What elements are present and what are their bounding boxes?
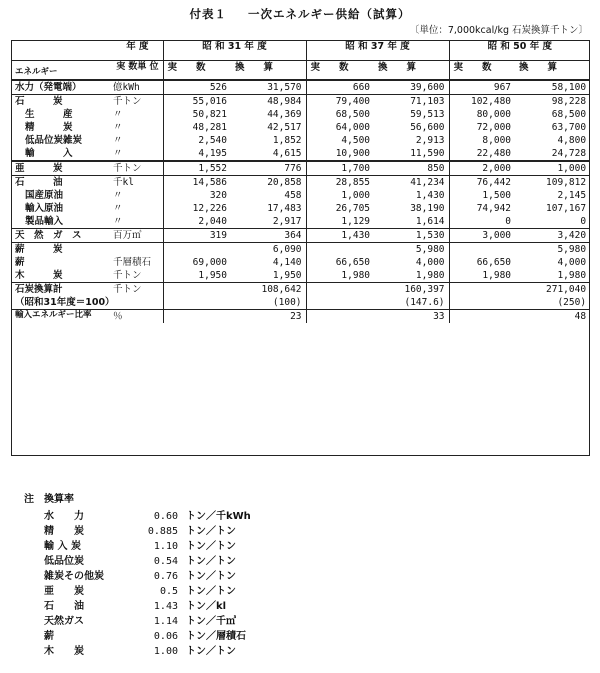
row-unit <box>107 296 163 310</box>
row-value: 69,000 <box>192 257 227 268</box>
row-value: 59,513 <box>374 108 449 121</box>
row-value: 38,190 <box>374 202 449 215</box>
note-unit: トン／トン <box>186 541 236 552</box>
sub-conv-1: 換 算 <box>231 61 306 81</box>
row-unit: 千トン <box>107 95 163 109</box>
row-unit: 百万㎥ <box>107 229 163 243</box>
row-value: 458 <box>231 189 306 202</box>
list-item <box>24 614 251 629</box>
note-rate: 1.43 <box>153 601 178 612</box>
row-value <box>163 296 231 310</box>
row-value: 1,950 <box>231 269 306 283</box>
row-value: 48,984 <box>231 95 306 109</box>
row-value: 55,016 <box>163 95 231 109</box>
row-value: 1,129 <box>341 216 371 227</box>
note-unit: トン／層積石 <box>186 631 246 642</box>
row-label: 輸入エネルギー比率 <box>11 310 107 324</box>
row-value: 66,650 <box>476 257 512 268</box>
table-row <box>11 161 590 176</box>
row-value: 11,590 <box>374 147 449 161</box>
conversion-rate-list <box>24 509 251 659</box>
row-label: 輸入原油 <box>25 203 64 214</box>
table-row <box>11 296 590 310</box>
row-value: 3,420 <box>515 229 590 243</box>
row-value: 68,500 <box>335 109 371 120</box>
row-unit: 〃 <box>107 134 163 147</box>
row-unit: 千トン <box>107 269 163 283</box>
row-value: 1,950 <box>198 270 227 281</box>
row-value: 1,980 <box>341 270 371 281</box>
table-row <box>11 229 590 243</box>
row-value: 776 <box>231 161 306 176</box>
row-value: 0 <box>580 216 587 227</box>
row-value: 108,642 <box>231 283 306 297</box>
note-unit: トン／千㎥ <box>186 616 236 627</box>
row-label: 薪 <box>15 257 25 268</box>
note-name: 木 炭 <box>44 646 84 657</box>
row-value <box>163 283 231 297</box>
row-unit: 千トン <box>107 161 163 176</box>
note-rate: 0.54 <box>153 556 178 567</box>
row-value: 4,000 <box>374 256 449 269</box>
row-value: 4,000 <box>557 257 587 268</box>
row-label: 石 油 <box>11 176 107 190</box>
unit-note: 〔単位：7,000kcal/kg 石炭換算千トン〕 <box>409 25 588 36</box>
row-value: (100) <box>231 296 306 310</box>
note-unit: トン／kl <box>186 601 227 612</box>
table-row <box>11 283 590 297</box>
row-value: 319 <box>163 229 231 243</box>
row-value: 41,234 <box>374 176 449 190</box>
note-rate: 1.10 <box>153 541 178 552</box>
row-value: 76,442 <box>449 176 515 190</box>
row-value: 2,000 <box>449 161 515 176</box>
row-value: 1,980 <box>557 270 587 281</box>
row-value: 320 <box>209 190 227 201</box>
header-row-sub <box>11 61 590 81</box>
row-value: 50,821 <box>192 109 227 120</box>
row-value: 6,090 <box>231 243 306 257</box>
note-unit: トン／トン <box>186 526 236 537</box>
note-unit: トン／トン <box>186 556 236 567</box>
row-value: 1,000 <box>341 190 371 201</box>
row-value <box>306 243 374 257</box>
row-value: 20,858 <box>231 176 306 190</box>
row-value: (250) <box>557 297 587 308</box>
energy-header: エネルギー <box>11 61 107 81</box>
sub-conv-2: 換 算 <box>374 61 449 81</box>
row-label: 天 然 ガ ス <box>11 229 107 243</box>
row-value <box>449 283 515 297</box>
row-value <box>449 310 515 324</box>
table-row <box>11 80 590 95</box>
row-value: 1,980 <box>482 270 512 281</box>
note-rate: 0.06 <box>153 631 178 642</box>
table-row <box>11 121 590 134</box>
row-value: 160,397 <box>374 283 449 297</box>
row-unit: 〃 <box>107 202 163 215</box>
table-row <box>11 243 590 257</box>
row-value: 4,500 <box>341 135 371 146</box>
row-value: 74,942 <box>476 203 512 214</box>
row-value: 42,517 <box>231 121 306 134</box>
list-item <box>24 584 251 599</box>
table-row <box>11 215 590 229</box>
row-unit: ％ <box>107 310 163 324</box>
row-value: 109,812 <box>515 176 590 190</box>
note-name: 石 油 <box>44 601 84 612</box>
row-label: 生 産 <box>25 109 73 120</box>
row-value: 1,530 <box>374 229 449 243</box>
row-value: 2,913 <box>374 134 449 147</box>
row-unit: 〃 <box>107 121 163 134</box>
table-row <box>11 189 590 202</box>
table-row <box>11 176 590 190</box>
row-unit: 億kWh <box>107 80 163 95</box>
row-value: 31,570 <box>231 80 306 95</box>
row-value: 271,040 <box>515 283 590 297</box>
row-value: 63,700 <box>551 122 587 133</box>
row-value: 1,700 <box>306 161 374 176</box>
row-value: 102,480 <box>449 95 515 109</box>
table-row <box>11 108 590 121</box>
row-value: 28,855 <box>306 176 374 190</box>
row-value: 4,140 <box>231 256 306 269</box>
row-value <box>449 296 515 310</box>
row-unit: 〃 <box>107 108 163 121</box>
table-row <box>11 147 590 161</box>
row-value: 64,000 <box>335 122 371 133</box>
row-label: 木 炭 <box>15 270 63 281</box>
note-rate: 0.885 <box>147 526 178 537</box>
row-unit: 〃 <box>107 215 163 229</box>
table-row <box>11 310 590 324</box>
row-value: 2,040 <box>198 216 227 227</box>
row-value: 660 <box>306 80 374 95</box>
sub-actual-2: 実 数 <box>306 61 374 81</box>
row-value: 68,500 <box>551 109 587 120</box>
sub-actual-3: 実 数 <box>449 61 515 81</box>
row-value: 56,600 <box>374 121 449 134</box>
row-value: 58,100 <box>515 80 590 95</box>
note-unit: トン／千kWh <box>186 511 251 522</box>
note-name: 精 炭 <box>44 526 84 537</box>
list-item <box>24 644 251 659</box>
list-item <box>24 539 251 554</box>
note-name: 亜 炭 <box>44 586 84 597</box>
note-name: 雑炭その他炭 <box>44 571 104 582</box>
note-rate: 0.60 <box>153 511 178 522</box>
row-value: 72,000 <box>476 122 512 133</box>
row-value: 1,614 <box>374 215 449 229</box>
note-rate: 0.76 <box>153 571 178 582</box>
list-item <box>24 629 251 644</box>
row-value: 4,615 <box>231 147 306 161</box>
table-title: 一次エネルギー供給（試算） <box>248 7 411 21</box>
row-unit: 〃 <box>107 147 163 161</box>
row-value <box>449 243 515 257</box>
row-label: 水力（発電端） <box>11 80 107 95</box>
row-value: 5,980 <box>374 243 449 257</box>
note-unit: トン／トン <box>186 646 236 657</box>
note-name: 薪 <box>44 631 54 642</box>
year-header-2: 昭 和 37 年 度 <box>306 40 449 61</box>
row-value: 2,145 <box>557 190 587 201</box>
row-value <box>306 283 374 297</box>
row-value: 2,540 <box>198 135 227 146</box>
row-value: 22,480 <box>476 148 512 159</box>
sub-actual-1: 実 数 <box>163 61 231 81</box>
year-header-label: 年 度 <box>11 40 163 61</box>
row-value: 364 <box>231 229 306 243</box>
row-value <box>163 243 231 257</box>
note-unit: トン／トン <box>186 571 236 582</box>
row-value: 4,195 <box>198 148 227 159</box>
row-value: 3,000 <box>449 229 515 243</box>
row-value: 1,000 <box>515 161 590 176</box>
row-label: 国産原油 <box>25 190 64 201</box>
row-value: 1,552 <box>163 161 231 176</box>
year-header-3: 昭 和 50 年 度 <box>487 41 553 52</box>
table-row <box>11 256 590 269</box>
row-label: 製品輸入 <box>25 216 64 227</box>
row-value: 1,500 <box>482 190 512 201</box>
energy-supply-table <box>11 40 590 323</box>
row-unit: 〃 <box>107 189 163 202</box>
row-value: 66,650 <box>335 257 371 268</box>
table-row <box>11 202 590 215</box>
row-label: 薪 炭 <box>11 243 107 257</box>
row-value: 2,917 <box>231 215 306 229</box>
note-rate: 1.14 <box>153 616 178 627</box>
row-value: 4,800 <box>557 135 587 146</box>
row-value: 26,705 <box>335 203 371 214</box>
list-item <box>24 509 251 524</box>
row-label: 精 炭 <box>25 122 73 133</box>
row-value: 0 <box>505 216 512 227</box>
row-unit: 千層積石 <box>107 256 163 269</box>
row-value: 24,728 <box>551 148 587 159</box>
conversion-notes <box>24 490 251 659</box>
note-name: 天然ガス <box>44 616 84 627</box>
list-item <box>24 569 251 584</box>
unit-header-label: 単 位 <box>137 62 159 72</box>
page-title <box>0 6 600 22</box>
table-row <box>11 95 590 109</box>
row-value: 850 <box>374 161 449 176</box>
list-item <box>24 554 251 569</box>
row-value: (147.6) <box>374 296 449 310</box>
row-value: 17,483 <box>231 202 306 215</box>
row-value: 10,900 <box>335 148 371 159</box>
row-value: 1,430 <box>306 229 374 243</box>
row-value: 71,103 <box>374 95 449 109</box>
note-name: 水 力 <box>44 511 84 522</box>
row-value: 8,000 <box>482 135 512 146</box>
row-value: 12,226 <box>192 203 227 214</box>
row-value: 39,600 <box>374 80 449 95</box>
row-value: 1,852 <box>231 134 306 147</box>
row-label: 石炭換算計 <box>11 283 107 297</box>
row-label: 亜 炭 <box>11 161 107 176</box>
unit-header: 実 数単 位 <box>107 61 163 81</box>
table-row <box>11 269 590 283</box>
row-label: 低品位炭雑炭 <box>25 135 83 146</box>
row-value <box>163 310 231 324</box>
row-unit: 千kl <box>107 176 163 190</box>
row-label: （昭和31年度＝100） <box>15 297 115 308</box>
row-value: 98,228 <box>515 95 590 109</box>
notes-heading: 注 換算率 <box>24 494 74 505</box>
row-value: 44,369 <box>231 108 306 121</box>
header-row-years <box>11 40 590 61</box>
row-value: 526 <box>163 80 231 95</box>
row-value: 48 <box>515 310 590 324</box>
note-unit: トン／トン <box>186 586 236 597</box>
row-value: 33 <box>374 310 449 324</box>
note-rate: 0.5 <box>159 586 178 597</box>
row-value: 107,167 <box>546 203 587 214</box>
row-value: 79,400 <box>306 95 374 109</box>
row-value: 80,000 <box>476 109 512 120</box>
sub-conv-3: 換 算 <box>515 61 590 81</box>
year-header-1: 昭 和 31 年 度 <box>163 40 306 61</box>
note-rate: 1.00 <box>153 646 178 657</box>
table-number: 付表１ <box>189 7 227 21</box>
note-name: 低品位炭 <box>44 556 84 567</box>
row-value: 1,980 <box>374 269 449 283</box>
row-label: 輸 入 <box>25 148 73 159</box>
row-value: 48,281 <box>192 122 227 133</box>
row-unit: 千トン <box>107 283 163 297</box>
row-label: 石 炭 <box>11 95 107 109</box>
row-value: 5,980 <box>515 243 590 257</box>
row-value: 967 <box>449 80 515 95</box>
row-value: 14,586 <box>163 176 231 190</box>
row-value <box>306 296 374 310</box>
row-value <box>306 310 374 324</box>
list-item <box>24 524 251 539</box>
note-name: 輸 入 炭 <box>44 541 81 552</box>
table-row <box>11 134 590 147</box>
row-value: 1,430 <box>374 189 449 202</box>
row-unit <box>107 243 163 257</box>
list-item <box>24 599 251 614</box>
row-value: 23 <box>231 310 306 324</box>
